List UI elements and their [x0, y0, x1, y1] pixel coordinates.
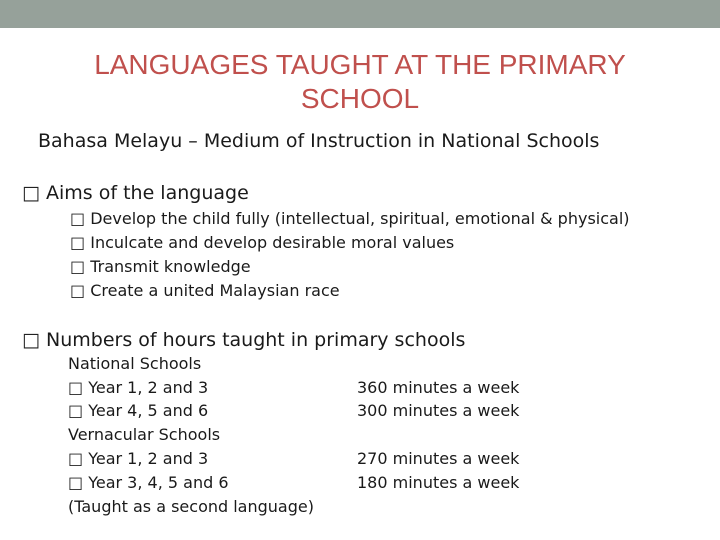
- checkbox-bullet-icon: □: [68, 473, 84, 492]
- top-banner: [0, 0, 720, 28]
- checkbox-bullet-icon: □: [70, 209, 86, 228]
- minutes-unit: minutes a week: [392, 473, 520, 492]
- checkbox-bullet-icon: □: [68, 378, 84, 397]
- hours-heading-row: [22, 329, 465, 351]
- aims-item-text: Create a united Malaysian race: [90, 281, 340, 300]
- checkbox-bullet-icon: □: [22, 329, 40, 351]
- minutes-unit: minutes a week: [392, 449, 520, 468]
- national-year-row: [68, 378, 208, 397]
- title-line-1: LANGUAGES TAUGHT AT THE PRIMARY: [94, 49, 626, 80]
- minutes-number: 300: [357, 401, 388, 420]
- aims-heading-row: [22, 182, 249, 204]
- checkbox-bullet-icon: □: [70, 233, 86, 252]
- minutes-unit: minutes a week: [392, 378, 520, 397]
- slide-title: [0, 48, 720, 116]
- title-line-2: SCHOOL: [300, 83, 420, 114]
- vernacular-schools-label: Vernacular Schools: [68, 425, 221, 444]
- aims-item-text: Transmit knowledge: [90, 257, 251, 276]
- checkbox-bullet-icon: □: [70, 281, 86, 300]
- year-label: Year 3, 4, 5 and 6: [88, 473, 229, 492]
- year-label: Year 4, 5 and 6: [88, 401, 209, 420]
- minutes-value: [357, 449, 519, 468]
- checkbox-bullet-icon: □: [22, 182, 40, 204]
- aims-item: [70, 209, 630, 228]
- vernacular-year-row: [68, 473, 229, 492]
- minutes-number: 270: [357, 449, 388, 468]
- checkbox-bullet-icon: □: [68, 449, 84, 468]
- minutes-number: 360: [357, 378, 388, 397]
- subtitle: Bahasa Melayu – Medium of Instruction in National Schools: [38, 130, 600, 152]
- year-label: Year 1, 2 and 3: [88, 378, 209, 397]
- second-language-note: (Taught as a second language): [68, 497, 314, 516]
- year-label: Year 1, 2 and 3: [88, 449, 209, 468]
- minutes-unit: minutes a week: [392, 401, 520, 420]
- minutes-value: [357, 378, 519, 397]
- aims-item: [70, 281, 340, 300]
- aims-heading: Aims of the language: [46, 182, 249, 204]
- aims-item: [70, 257, 251, 276]
- national-schools-label: National Schools: [68, 354, 202, 373]
- minutes-value: [357, 401, 519, 420]
- aims-item: [70, 233, 454, 252]
- checkbox-bullet-icon: □: [70, 257, 86, 276]
- checkbox-bullet-icon: □: [68, 401, 84, 420]
- national-year-row: [68, 401, 208, 420]
- minutes-number: 180: [357, 473, 388, 492]
- hours-heading: Numbers of hours taught in primary schools: [46, 329, 466, 351]
- aims-item-text: Inculcate and develop desirable moral values: [90, 233, 455, 252]
- vernacular-year-row: [68, 449, 208, 468]
- aims-item-text: Develop the child fully (intellectual, spiritual, emotional & physical): [90, 209, 630, 228]
- minutes-value: [357, 473, 519, 492]
